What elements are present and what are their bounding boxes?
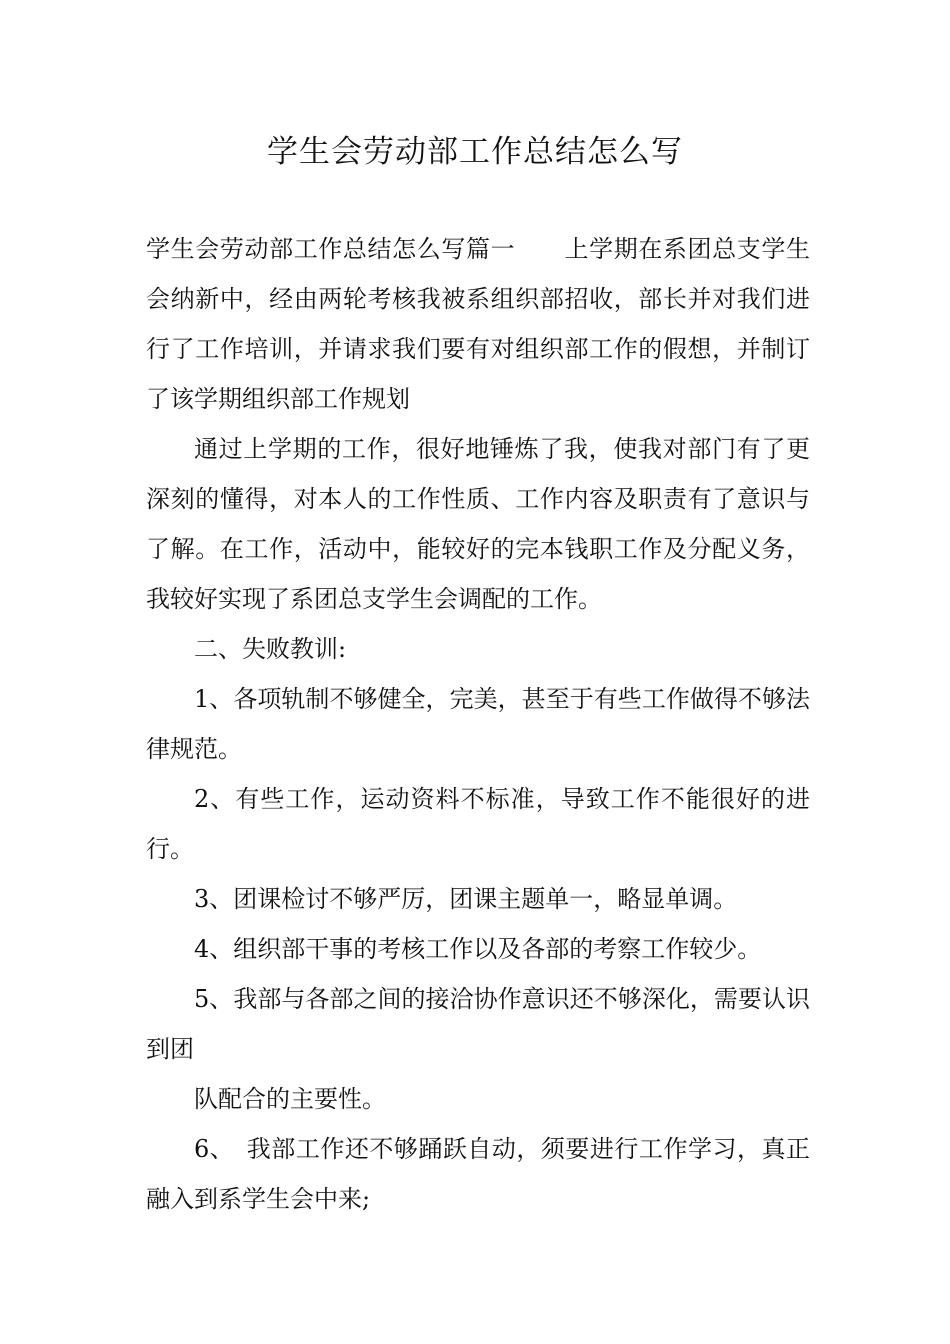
section-heading-lessons: 二、失败教训: bbox=[194, 635, 347, 663]
list-item-3: 3、团课检讨不够严厉，团课主题单一，略显单调。 bbox=[194, 885, 738, 913]
list-item-5-continued: 队配合的主要性。 bbox=[194, 1085, 386, 1113]
document-title: 学生会劳动部工作总结怎么写 bbox=[267, 134, 683, 170]
list-item-4: 4、组织部干事的考核工作以及各部的考察工作较少。 bbox=[194, 935, 762, 963]
list-item-1: 1、各项轨制不够健全，完美，甚至于有些工作做得不够法律规范。 bbox=[146, 685, 810, 763]
list-item-5: 5、我部与各部之间的接洽协作意识还不够深化，需要认识到团 bbox=[146, 985, 810, 1063]
document-body bbox=[146, 224, 810, 1224]
list-item-2: 2、有些工作，运动资料不标准，导致工作不能很好的进行。 bbox=[146, 785, 810, 863]
list-item-6: 6、 我部工作还不够踊跃自动，须要进行工作学习，真正融入到系学生会中来; bbox=[146, 1135, 810, 1213]
paragraph-intro: 学生会劳动部工作总结怎么写篇一 上学期在系团总支学生会纳新中，经由两轮考核我被系组织部招收，部长并对我们进行了工作培训，并请求我们要有对组织部工作的假想，并制订了该学期组织部工作规划 bbox=[146, 235, 810, 413]
paragraph-summary: 通过上学期的工作，很好地锤炼了我，使我对部门有了更深刻的懂得，对本人的工作性质、工作内容及职责有了意识与了解。在工作，活动中，能较好的完本钱职工作及分配义务，我较好实现了系团总支学生会调配的工作。 bbox=[146, 435, 810, 613]
